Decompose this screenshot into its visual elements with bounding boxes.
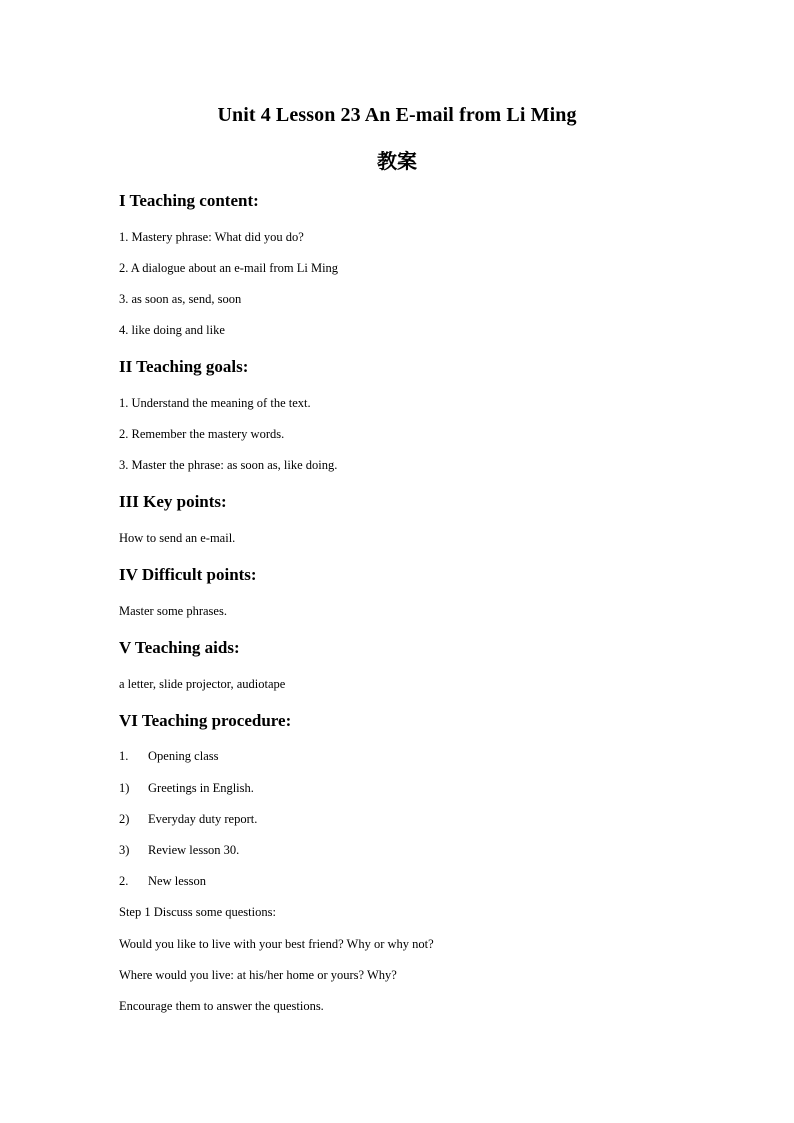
goal-item: 2. Remember the mastery words. [119, 427, 285, 441]
procedure-step-number: 2. [119, 874, 129, 888]
section-heading-key-points: III Key points: [119, 492, 227, 511]
procedure-line: Would you like to live with your best friend? Why or why not? [119, 937, 434, 951]
document-subtitle: 教案 [377, 149, 417, 173]
procedure-step-text: Opening class [148, 749, 219, 763]
content-item: 2. A dialogue about an e-mail from Li Ming [119, 261, 339, 275]
content-item: 3. as soon as, send, soon [119, 292, 242, 306]
content-item: 1. Mastery phrase: What did you do? [119, 230, 304, 244]
procedure-line: Step 1 Discuss some questions: [119, 905, 276, 919]
goal-item: 1. Understand the meaning of the text. [119, 396, 311, 410]
procedure-line: Where would you live: at his/her home or yours? Why? [119, 968, 397, 982]
procedure-step-number: 1. [119, 749, 129, 763]
document-title: Unit 4 Lesson 23 An E-mail from Li Ming [217, 104, 577, 126]
procedure-line: Encourage them to answer the questions. [119, 999, 324, 1013]
procedure-step-number: 2) [119, 812, 130, 826]
key-points-text: How to send an e-mail. [119, 531, 236, 545]
procedure-step-text: Review lesson 30. [148, 843, 240, 857]
section-heading-teaching-procedure: VI Teaching procedure: [119, 711, 292, 730]
procedure-step-text: New lesson [148, 874, 206, 888]
procedure-step-number: 1) [119, 781, 130, 795]
teaching-aids-text: a letter, slide projector, audiotape [119, 677, 286, 691]
section-heading-difficult-points: IV Difficult points: [119, 565, 257, 584]
content-item: 4. like doing and like [119, 323, 225, 337]
section-heading-teaching-aids: V Teaching aids: [119, 638, 240, 657]
procedure-step-text: Everyday duty report. [148, 812, 258, 826]
difficult-points-text: Master some phrases. [119, 604, 227, 618]
section-heading-teaching-goals: II Teaching goals: [119, 357, 249, 376]
section-heading-teaching-content: I Teaching content: [119, 191, 259, 210]
procedure-step-number: 3) [119, 843, 130, 857]
goal-item: 3. Master the phrase: as soon as, like doing. [119, 458, 338, 472]
procedure-step-text: Greetings in English. [148, 781, 254, 795]
